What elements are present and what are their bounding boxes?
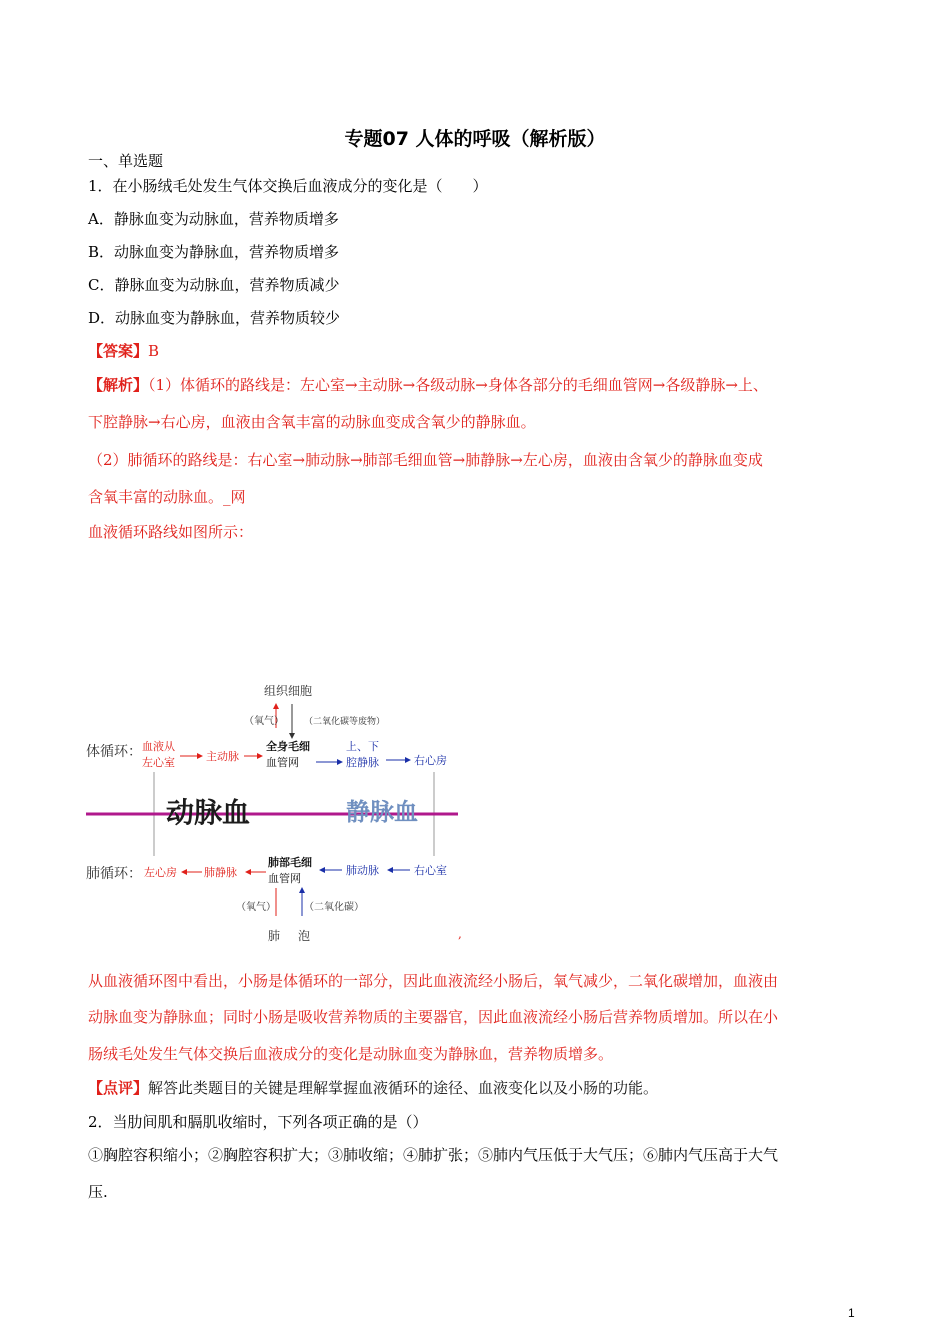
diagram-pulmonary-artery: 肺动脉 [346, 864, 379, 877]
q1-analysis-line-3: （2）肺循环的路线是：右心室→肺动脉→肺部毛细血管→肺静脉→左心房，血液由含氧少的静脉血变成 [88, 451, 763, 469]
q1-option-a: A．静脉血变为动脉血，营养物质增多 [88, 210, 339, 228]
diagram-left-ventricle: 左心室 [142, 756, 175, 769]
analysis-text: （1）体循环的路线是：左心室→主动脉→各级动脉→身体各部分的毛细血管网→各级静脉→上、 [148, 376, 768, 394]
diagram-tissue-cells: 组织细胞 [264, 684, 313, 698]
q1-stem: 1．在小肠绒毛处发生气体交换后血液成分的变化是（ ） [88, 177, 488, 195]
diagram-systemic-label: 体循环： [86, 744, 142, 760]
q1-analysis-line-4: 含氧丰富的动脉血。_网 [88, 488, 246, 506]
diagram-lung-capillaries-1: 肺部毛细 [268, 856, 312, 869]
diagram-aorta: 主动脉 [206, 750, 239, 763]
diagram-lung-capillaries-2: 血管网 [268, 872, 301, 885]
diagram-body-capillaries-2: 血管网 [266, 756, 299, 769]
page-title: 专题07 人体的呼吸（解析版） [344, 128, 606, 150]
q1-comment [88, 1078, 658, 1098]
q1-option-d: D．动脉血变为静脉血，营养物质较少 [88, 309, 341, 327]
diagram-pulmonary-label: 肺循环： [86, 866, 142, 882]
diagram-arterial-blood: 动脉血 [166, 796, 251, 829]
q1-analysis-line-1 [88, 375, 768, 395]
q2-options-line-1: ①胸腔容积缩小；②胸腔容积扩大；③肺收缩；④肺扩张；⑤肺内气压低于大气压；⑥肺内气压高于大气 [88, 1146, 779, 1164]
q1-answer [88, 341, 159, 361]
diagram-alveoli-1: 肺 [268, 929, 281, 943]
diagram-body-capillaries-1: 全身毛细 [266, 740, 310, 753]
q1-after-line-2: 动脉血变为静脉血；同时小肠是吸收营养物质的主要器官，因此血液流经小肠后营养物质增加。所以在小 [88, 1008, 779, 1026]
diagram-left-atrium: 左心房 [144, 866, 177, 879]
diagram-right-ventricle: 右心室 [414, 864, 447, 877]
diagram-pulmonary-vein: 肺静脉 [204, 866, 237, 879]
analysis-tag: 【解析】 [88, 376, 149, 394]
diagram-venous-blood: 静脉血 [346, 797, 418, 826]
comment-tag: 【点评】 [88, 1079, 149, 1097]
q1-after-line-1: 从血液循环图中看出，小肠是体循环的一部分，因此血液流经小肠后，氧气减少，二氧化碳增加，血液由 [88, 972, 779, 990]
q2-stem: 2．当肋间肌和膈肌收缩时，下列各项正确的是（） [88, 1113, 428, 1131]
diagram-co2-top: （二氧化碳等废物） [304, 717, 386, 727]
page-number: 1 [848, 1306, 855, 1320]
answer-tag: 【答案】 [88, 342, 149, 360]
diagram-comma: , [458, 927, 462, 941]
q1-analysis-line-2: 下腔静脉→右心房，血液由含氧丰富的动脉血变成含氧少的静脉血。 [88, 413, 536, 431]
diagram-right-atrium: 右心房 [414, 754, 447, 767]
diagram-o2-bottom: （氧气） [236, 902, 276, 913]
q1-after-line-3: 肠绒毛处发生气体交换后血液成分的变化是动脉血变为静脉血，营养物质增多。 [88, 1045, 614, 1063]
diagram-alveoli-2: 泡 [298, 929, 311, 943]
diagram-vena-cava-1: 上、下 [346, 740, 379, 753]
comment-text: 解答此类题目的关键是理解掌握血液循环的途径、血液变化以及小肠的功能。 [148, 1079, 659, 1097]
q2-options-line-2: 压. [88, 1183, 108, 1201]
blood-circulation-diagram [84, 676, 484, 946]
diagram-co2-bottom: （二氧化碳） [304, 902, 364, 913]
diagram-blood-from: 血液从 [142, 740, 175, 753]
section-heading: 一、单选题 [88, 152, 164, 170]
q1-option-b: B．动脉血变为静脉血，营养物质增多 [88, 243, 340, 261]
diagram-o2-top: （氧气） [244, 716, 284, 727]
q1-analysis-line-5: 血液循环路线如图所示： [88, 523, 254, 541]
diagram-vena-cava-2: 腔静脉 [346, 756, 379, 769]
answer-value: B [148, 342, 160, 360]
q1-option-c: C．静脉血变为动脉血，营养物质减少 [88, 276, 340, 294]
